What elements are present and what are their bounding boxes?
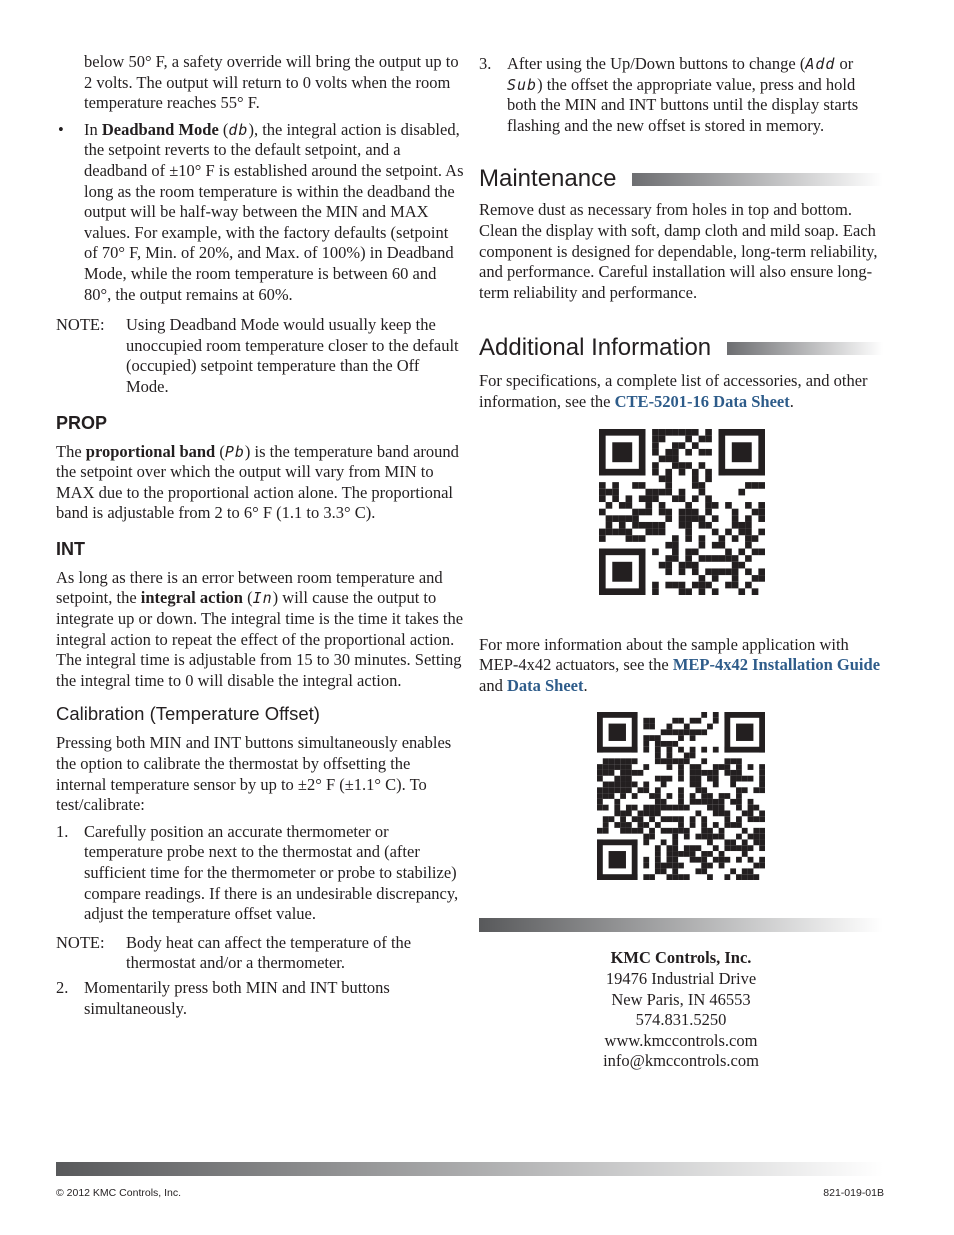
intro-continuation: below 50° F, a safety override will bring the output up to 2 volts. The output will return to 0 volts when the room temperature reaches 55° F. bbox=[84, 52, 459, 113]
additional-info-text-2: For more information about the sample application with MEP-4x42 actuators, see the MEP-4x42 Installation Guide and Data Sheet. bbox=[479, 634, 881, 695]
note-body-heat: NOTE: Body heat can affect the temperature of the thermostat and/or a thermometer. bbox=[56, 932, 412, 973]
lcd-pb-glyph: Pb bbox=[224, 442, 245, 461]
left-column bbox=[56, 52, 464, 1019]
additional-info-text-1: For specifications, a complete list of accessories, and other information, see the CTE-5201-16 Data Sheet. bbox=[479, 371, 868, 411]
mep-4x42-data-sheet-link[interactable]: Data Sheet bbox=[506, 675, 584, 695]
email-address: info@kmccontrols.com bbox=[603, 1051, 759, 1071]
calibration-step-3: 3. After using the Up/Down buttons to change (Add or Sub) the offset the appropriate value, press and hold both the MIN and INT buttons until the display starts flashing and the new offset is stored in memory. bbox=[479, 54, 859, 135]
company-address bbox=[479, 948, 883, 1072]
deadband-bullet: • In Deadband Mode (db), the integral action is disabled, the setpoint reverts to the default setpoint, and a deadband of ±10° F is established around the setpoint. As long as the room temperature is within the deadband the output will be half-way between the MIN and MAX values. For example, with the factory defaults (setpoint of 70° F, Min. of 20%, and Max. of 100%) in Deadband Mode, while the room temperature is between 60 and 80°, the output remains at 60%. bbox=[58, 119, 464, 304]
integral-action-term: integral action bbox=[140, 588, 243, 608]
prop-paragraph: The proportional band (Pb) is the temperature band around the setpoint over which the output will vary from MIN to MAX due to the proportional action alone. The proportional band is adjustable from 2 to 6° F (1.1 to 3.3° C). bbox=[56, 441, 459, 523]
note-label: NOTE: bbox=[56, 315, 105, 335]
lcd-sub-glyph: Sub bbox=[507, 75, 538, 94]
prop-heading: PROP bbox=[56, 412, 108, 433]
int-heading: INT bbox=[56, 538, 85, 559]
footer-copyright: © 2012 KMC Controls, Inc. bbox=[56, 1187, 182, 1199]
maintenance-text: Remove dust as necessary from holes in top and bottom. Clean the display with soft, damp cloth and mild soap. Each component is designed for dependable, long-term reliability, and performance. Careful installation will also ensure long-term reliability and performance. bbox=[479, 200, 878, 302]
footer-gradient-bar bbox=[56, 1162, 884, 1176]
deadband-mode-term: Deadband Mode bbox=[101, 119, 219, 139]
footer-doc-number: 821-019-01B bbox=[823, 1187, 884, 1199]
mep-4x42-installation-guide-link[interactable]: MEP-4x42 Installation Guide bbox=[672, 655, 881, 675]
company-name: KMC Controls, Inc. bbox=[610, 948, 752, 968]
heading-gradient-bar bbox=[632, 173, 883, 186]
cte-5201-16-data-sheet-link[interactable]: CTE-5201-16 Data Sheet bbox=[614, 391, 790, 411]
int-paragraph: As long as there is an error between room temperature and setpoint, the integral action (In) will cause the output to integrate up or down. The integral time is the time it takes the integral action to repeat the effect of the proportional action. The integral time is adjustable from 15 to 30 minutes. Setting the integral time to 0 will disable the integral action. bbox=[56, 567, 464, 690]
note-deadband: NOTE: Using Deadband Mode would usually keep the unoccupied room temperature closer to the default (occupied) setpoint temperature than the Off Mode. bbox=[56, 315, 459, 396]
qr-code-mep-guide[interactable] bbox=[597, 712, 883, 880]
qr-code-icon bbox=[599, 429, 765, 595]
qr-code-cte-data-sheet[interactable] bbox=[599, 429, 883, 595]
bullet-mark: • bbox=[58, 119, 64, 139]
proportional-band-term: proportional band bbox=[85, 441, 216, 461]
phone-number: 574.831.5250 bbox=[635, 1010, 727, 1030]
right-column bbox=[479, 54, 883, 1072]
lcd-db-glyph: db bbox=[228, 120, 249, 139]
calibration-heading: Calibration (Temperature Offset) bbox=[56, 703, 320, 725]
qr-code-icon bbox=[597, 712, 765, 880]
additional-info-heading: Additional Information bbox=[479, 333, 883, 363]
calibration-intro: Pressing both MIN and INT buttons simultaneously enables the option to calibrate the thermostat by offsetting the internal temperature sensor by up to ±2° F (±1.1° C). To test/calibrate: bbox=[56, 733, 452, 815]
city-state-zip: New Paris, IN 46553 bbox=[611, 989, 751, 1009]
website: www.kmccontrols.com bbox=[604, 1030, 758, 1050]
maintenance-heading: Maintenance bbox=[479, 164, 883, 194]
lcd-in-glyph: In bbox=[252, 589, 273, 608]
calibration-step-2: 2. Momentarily press both MIN and INT buttons simultaneously. bbox=[56, 977, 390, 1018]
street-address: 19476 Industrial Drive bbox=[605, 968, 757, 988]
heading-gradient-bar bbox=[727, 342, 883, 355]
note-label: NOTE: bbox=[56, 932, 105, 952]
address-divider-bar bbox=[479, 918, 883, 932]
lcd-add-glyph: Add bbox=[805, 55, 836, 73]
calibration-step-1: 1. Carefully position an accurate thermometer or temperature probe next to the thermostat and (after sufficient time for the thermometer or probe to stabilize) compare readings. If there is an undesirable discrepancy, adjust the temperature offset value. bbox=[56, 821, 459, 924]
